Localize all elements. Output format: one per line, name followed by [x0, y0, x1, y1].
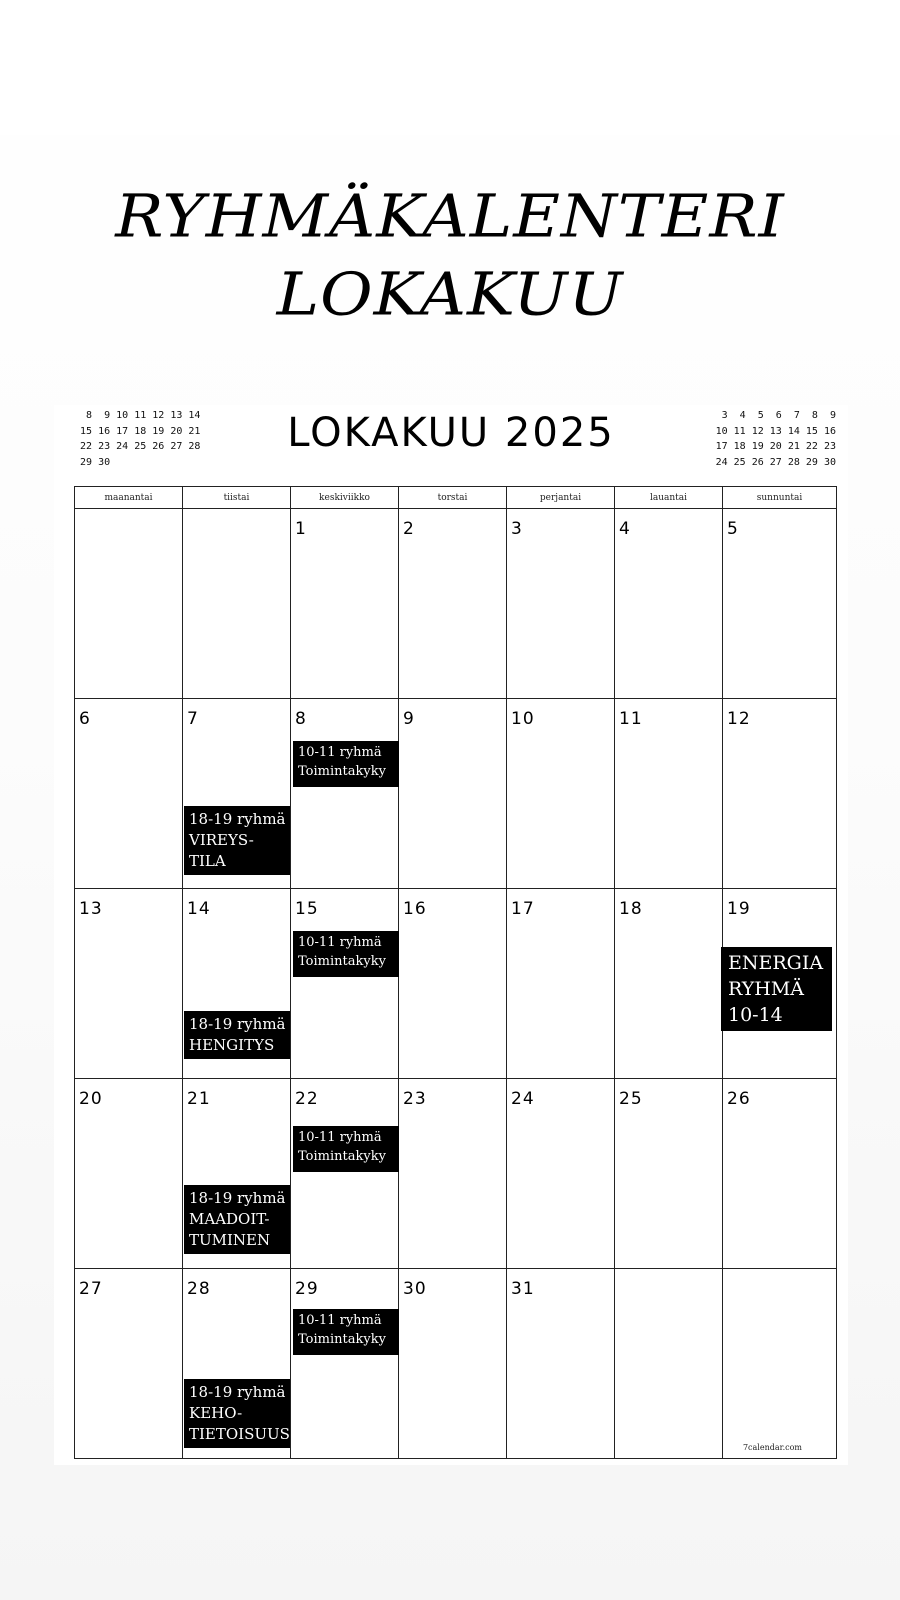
- day-cell[interactable]: [615, 889, 723, 1079]
- day-cell[interactable]: [399, 1269, 507, 1459]
- day-cell[interactable]: [291, 509, 399, 699]
- weekday-label: torstai: [399, 487, 507, 509]
- calendar-week: [75, 1269, 837, 1459]
- day-number: 24: [511, 1089, 535, 1109]
- event-energy-group[interactable]: ENERGIA RYHMÄ 10-14: [721, 947, 832, 1031]
- day-number: 13: [79, 899, 103, 919]
- calendar-week: [75, 889, 837, 1079]
- day-cell[interactable]: [723, 509, 837, 699]
- day-cell[interactable]: [615, 699, 723, 889]
- day-cell[interactable]: [399, 509, 507, 699]
- day-cell[interactable]: [507, 1269, 615, 1459]
- day-number: 19: [727, 899, 751, 919]
- day-number: 4: [619, 519, 631, 539]
- day-cell[interactable]: [183, 889, 291, 1079]
- weekday-label: lauantai: [615, 487, 723, 509]
- event-evening-group[interactable]: 18-19 ryhmä MAADOIT- TUMINEN: [184, 1185, 290, 1254]
- day-cell[interactable]: [723, 699, 837, 889]
- calendar-week: [75, 1079, 837, 1269]
- day-cell[interactable]: [75, 1079, 183, 1269]
- day-cell-empty: [723, 1269, 837, 1459]
- day-cell[interactable]: [723, 1079, 837, 1269]
- weekday-label: tiistai: [183, 487, 291, 509]
- event-morning-group[interactable]: 10-11 ryhmä Toimintakyky: [293, 741, 399, 787]
- day-number: 2: [403, 519, 415, 539]
- day-cell-empty: [183, 509, 291, 699]
- day-number: 25: [619, 1089, 643, 1109]
- day-cell[interactable]: [183, 1269, 291, 1459]
- top-band: [0, 0, 900, 135]
- day-cell[interactable]: [399, 1079, 507, 1269]
- next-month-mini-calendar: 3 4 5 6 7 8 9 10 11 12 13 14 15 16 17 18 19 20 21 22 23 24 25 26 27 28 29 30: [715, 410, 836, 468]
- day-cell[interactable]: [399, 889, 507, 1079]
- event-evening-group[interactable]: 18-19 ryhmä VIREYS- TILA: [184, 806, 290, 875]
- day-number: 1: [295, 519, 307, 539]
- day-number: 17: [511, 899, 535, 919]
- day-number: 6: [79, 709, 91, 729]
- weekday-label: sunnuntai: [723, 487, 837, 509]
- day-number: 8: [295, 709, 307, 729]
- day-number: 20: [79, 1089, 103, 1109]
- weekday-header-row: [75, 487, 837, 509]
- event-morning-group[interactable]: 10-11 ryhmä Toimintakyky: [293, 1309, 399, 1355]
- day-number: 7: [187, 709, 199, 729]
- day-number: 21: [187, 1089, 211, 1109]
- day-cell[interactable]: [183, 1079, 291, 1269]
- day-number: 30: [403, 1279, 427, 1299]
- day-number: 9: [403, 709, 415, 729]
- day-number: 3: [511, 519, 523, 539]
- day-cell[interactable]: [75, 889, 183, 1079]
- day-number: 31: [511, 1279, 535, 1299]
- day-cell[interactable]: [507, 1079, 615, 1269]
- day-number: 26: [727, 1089, 751, 1109]
- weekday-label: perjantai: [507, 487, 615, 509]
- day-cell[interactable]: [183, 699, 291, 889]
- day-number: 29: [295, 1279, 319, 1299]
- day-number: 22: [295, 1089, 319, 1109]
- day-cell[interactable]: [507, 889, 615, 1079]
- poster-title: RYHMÄKALENTERI: [115, 182, 785, 252]
- day-number: 12: [727, 709, 751, 729]
- day-cell[interactable]: [615, 509, 723, 699]
- event-morning-group[interactable]: 10-11 ryhmä Toimintakyky: [293, 931, 399, 977]
- day-cell[interactable]: [291, 1269, 399, 1459]
- day-cell[interactable]: [291, 889, 399, 1079]
- day-cell[interactable]: [75, 1269, 183, 1459]
- calendar-week: [75, 509, 837, 699]
- day-number: 18: [619, 899, 643, 919]
- day-number: 28: [187, 1279, 211, 1299]
- weekday-label: maanantai: [75, 487, 183, 509]
- day-number: 27: [79, 1279, 103, 1299]
- calendar-week: [75, 699, 837, 889]
- day-cell[interactable]: [291, 1079, 399, 1269]
- event-evening-group[interactable]: 18-19 ryhmä HENGITYS: [184, 1011, 290, 1059]
- calendar-grid: [74, 486, 837, 1459]
- event-morning-group[interactable]: 10-11 ryhmä Toimintakyky: [293, 1126, 399, 1172]
- day-number: 23: [403, 1089, 427, 1109]
- watermark-credit: 7calendar.com: [742, 1443, 802, 1452]
- month-heading: LOKAKUU 2025: [287, 410, 615, 456]
- day-number: 5: [727, 519, 739, 539]
- day-cell-empty: [75, 509, 183, 699]
- day-cell[interactable]: [507, 509, 615, 699]
- day-number: 14: [187, 899, 211, 919]
- day-cell[interactable]: [507, 699, 615, 889]
- day-cell[interactable]: [723, 889, 837, 1079]
- day-number: 11: [619, 709, 643, 729]
- poster-subtitle: LOKAKUU: [276, 260, 624, 330]
- day-cell[interactable]: [615, 1079, 723, 1269]
- weekday-label: keskiviikko: [291, 487, 399, 509]
- event-evening-group[interactable]: 18-19 ryhmä KEHO- TIETOISUUS: [184, 1379, 290, 1448]
- day-cell-empty: [615, 1269, 723, 1459]
- day-number: 15: [295, 899, 319, 919]
- day-cell[interactable]: [75, 699, 183, 889]
- day-cell[interactable]: [399, 699, 507, 889]
- day-number: 16: [403, 899, 427, 919]
- previous-month-mini-calendar: 8 9 10 11 12 13 14 15 16 17 18 19 20 21 22 23 24 25 26 27 28 29 30: [80, 410, 201, 468]
- day-cell[interactable]: [291, 699, 399, 889]
- day-number: 10: [511, 709, 535, 729]
